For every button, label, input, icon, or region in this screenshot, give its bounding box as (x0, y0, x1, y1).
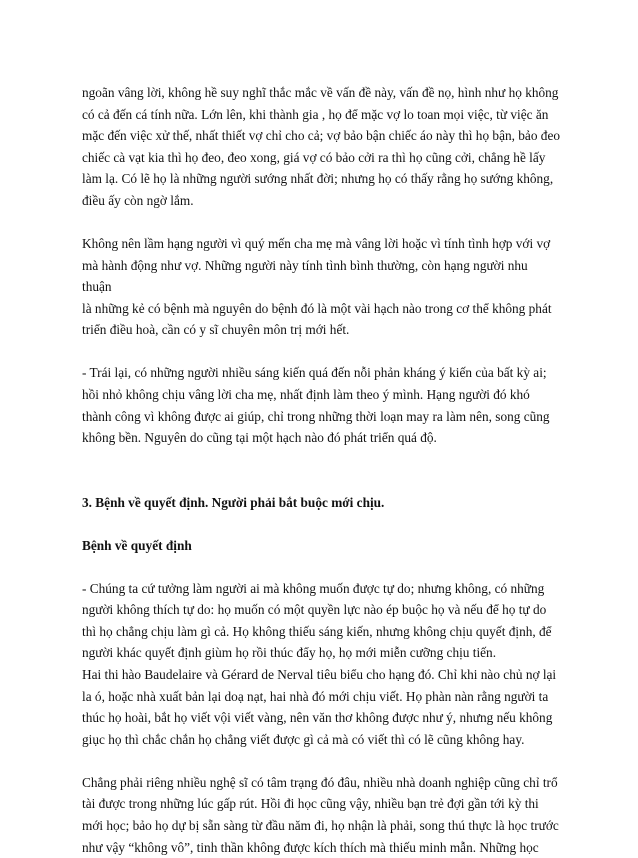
paragraph-distinction: Không nên lầm hạng người vì quý mến cha mẹ mà vâng lời hoặc vì tính tình hợp với vợ mà hành động như vợ. Những người này tính tình bình thường, còn hạng người nhu thuận là những kẻ có bệnh mà nguyên do bệnh đó là một vài hạch nào trong cơ thể không phát triển điều hoà, cần có y sĩ chuyên môn trị mới hết. (82, 235, 552, 338)
section-spacer (82, 449, 560, 492)
paragraph-contrary-people: - Trái lại, có những người nhiều sáng kiến quá đến nỗi phản kháng ý kiến của bất kỳ ai; hồi nhỏ không chịu vâng lời cha mẹ, nhất định làm theo ý mình. Hạng người đó khó thành công vì không được ai giúp, chỉ trong những thời loạn may ra làm nên, song cũng không bền. Nguyên do cũng tại một hạch nào đó phát triển quá độ. (82, 365, 550, 446)
subsection-heading: Bệnh về quyết định (82, 537, 192, 553)
section-heading: 3. Bệnh về quyết định. Người phải bắt buộc mới chịu. (82, 494, 385, 510)
document-page (82, 82, 560, 858)
paragraph-docile-people: ngoãn vâng lời, không hề suy nghĩ thắc mắc về vấn đề này, vấn đề nọ, hình như họ không có cả đến cá tính nữa. Lớn lên, khi thành gia , họ để mặc vợ lo toan mọi việc, từ việc ăn mặc đến việc xử thế, nhất thiết vợ chỉ cho cả; vợ bảo bận chiếc áo này thì họ bận, bảo đeo chiếc cà vạt kia thì họ đeo, đeo xong, giá vợ có bảo cởi ra thì họ cũng cởi, chẳng hề lấy làm lạ. Có lẽ họ là những người sướng nhất đời; nhưng họ có thấy rằng họ sướng không, điều ấy còn ngờ lắm. (82, 85, 560, 208)
paragraph-artists-students: Chẳng phải riêng nhiều nghệ sĩ có tâm trạng đó đâu, nhiều nhà doanh nghiệp cũng chỉ trổ tài được trong những lúc gấp rút. Hồi đi học cũng vậy, nhiều bạn trẻ đợi gần tới kỳ thi mới học; bảo họ dự bị sẵn sàng từ đầu năm đi, họ nhận là phải, song thú thực là học trước như vậy “không vô”, tinh thần không được kích thích mà thiếu minh mẫn. Những học (82, 774, 559, 855)
paragraph-indecision: - Chúng ta cứ tưởng làm người ai mà không muốn được tự do; nhưng không, có những người không thích tự do: họ muốn có một quyền lực nào ép buộc họ và nếu để họ tự do thì họ chẳng chịu làm gì cả. Họ không thiếu sáng kiến, nhưng không chịu quyết định, để người khác quyết định giùm họ rồi thúc đẩy họ, họ mới miễn cưỡng chịu tiến. Hai thi hào Baudelaire và Gérard de Nerval tiêu biểu cho hạng đó. Chỉ khi nào chủ nợ lại la ó, hoặc nhà xuất bản lại doạ nạt, hai nhà đó mới chịu viết. Họ phàn nàn rằng người ta thúc họ hoài, bắt họ viết vội viết vàng, nên văn thơ không được như ý, nhưng nếu không giục họ thì chắc chắn họ chẳng viết được gì cả mà có viết thì có lẽ cũng không hay. (82, 580, 557, 747)
